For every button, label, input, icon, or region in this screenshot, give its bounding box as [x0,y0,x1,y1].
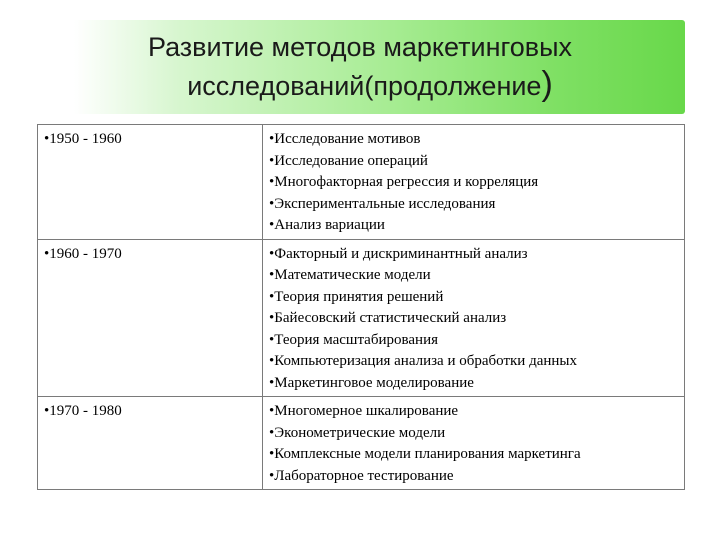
method-item: • Компьютеризация анализа и обработки данных [269,351,678,373]
title-line-2 [167,66,553,105]
period-label: • 1960 - 1970 [44,244,256,266]
methods-cell [263,397,685,490]
method-item: • Эконометрические модели [269,423,678,445]
methods-table [37,124,685,490]
method-item: • Факторный и дискриминантный анализ [269,244,678,266]
title-line-2-text: исследований(продолжение [187,71,542,101]
methods-cell [263,239,685,397]
table-row [38,397,685,490]
title-closing-paren: ) [541,65,553,103]
title-line-1: Развитие методов маркетинговых [147,32,573,62]
method-item: • Исследование мотивов [269,129,678,151]
title-banner [35,20,685,114]
method-item: • Анализ вариации [269,215,678,237]
period-label: • 1970 - 1980 [44,401,256,423]
method-item: • Многофакторная регрессия и корреляция [269,172,678,194]
method-item: • Математические модели [269,265,678,287]
methods-cell [263,125,685,240]
method-item: • Маркетинговое моделирование [269,373,678,395]
period-cell [38,239,263,397]
slide-title [35,20,685,114]
method-item: • Байесовский статистический анализ [269,308,678,330]
method-item: • Экспериментальные исследования [269,194,678,216]
method-item: • Комплексные модели планирования маркетинга [269,444,678,466]
period-label: • 1950 - 1960 [44,129,256,151]
table-row [38,239,685,397]
method-item: • Исследование операций [269,151,678,173]
method-item: • Многомерное шкалирование [269,401,678,423]
period-cell [38,397,263,490]
table-row [38,125,685,240]
method-item: • Лабораторное тестирование [269,466,678,488]
method-item: • Теория масштабирования [269,330,678,352]
period-cell [38,125,263,240]
method-item: • Теория принятия решений [269,287,678,309]
